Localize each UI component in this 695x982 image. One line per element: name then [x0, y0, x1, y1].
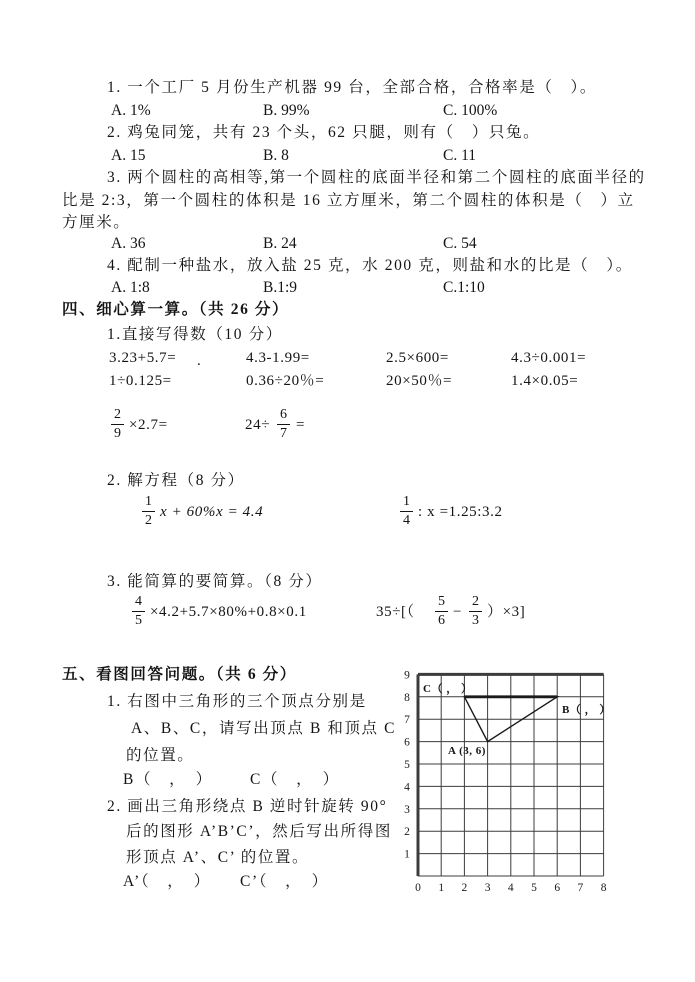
fraction-numerator: 2: [111, 407, 124, 425]
question-4-stem: 4. 配制一种盐水，放入盐 25 克，水 200 克，则盐和水的比是（ ）。: [107, 257, 633, 274]
svg-text:6: 6: [404, 736, 410, 749]
section-5-q1-answer-c: C（ ， ）: [250, 771, 340, 788]
question-1-choice-c: C. 100%: [443, 102, 498, 119]
svg-text:4: 4: [404, 781, 410, 794]
svg-text:7: 7: [577, 882, 584, 894]
svg-text:8: 8: [600, 882, 607, 894]
frac-expr1-rest: ×2.7=: [129, 417, 168, 433]
question-4-choice-b: B.1:9: [263, 279, 298, 296]
question-3-stem-line1: 3. 两个圆柱的高相等,第一个圆柱的底面半径和第二个圆柱的底面半径的: [107, 169, 646, 186]
question-3-choice-b: B. 24: [263, 235, 297, 252]
calc-row2-item2: 0.36÷20％=: [246, 373, 325, 389]
section-5-title: 五、看图回答问题。（共 6 分）: [62, 666, 297, 683]
section-5-q2-answer-a: A’（ ， ）: [123, 873, 211, 890]
fraction-2-9: [111, 407, 124, 442]
fraction-2-3: [469, 594, 482, 629]
expression-1-rest: ×4.2+5.7×80%+0.8×0.1: [150, 604, 307, 620]
svg-text:2: 2: [461, 882, 468, 894]
fraction-1-2: [142, 494, 155, 529]
question-2-choice-a: A. 15: [111, 147, 146, 164]
fraction-numerator: 2: [469, 594, 482, 612]
vertex-label-a: A (3, 6): [448, 745, 486, 757]
svg-text:8: 8: [404, 691, 410, 704]
question-3-choice-c: C. 54: [443, 235, 477, 252]
question-2-choice-b: B. 8: [263, 147, 289, 164]
expression-2-lead: 35÷[（: [376, 604, 415, 620]
question-3-choice-a: A. 36: [111, 235, 146, 252]
question-1-stem: 1. 一个工厂 5 月份生产机器 99 台，全部合格，合格率是（ ）。: [107, 79, 598, 96]
svg-text:9: 9: [404, 669, 410, 682]
frac-expr2-lead: 24÷: [245, 417, 271, 433]
vertex-label-b: B（ ， ）: [562, 704, 611, 716]
calc-row1-item2: 4.3-1.99=: [246, 350, 310, 366]
svg-text:4: 4: [507, 882, 514, 894]
svg-text:3: 3: [484, 882, 491, 894]
fraction-5-6: [435, 594, 448, 629]
fraction-denominator: 9: [114, 426, 121, 441]
section-5-q1-line2: A、B、C，请写出顶点 B 和顶点 C: [131, 720, 397, 737]
section-5-q1-answer-b: B（ ， ）: [123, 771, 213, 788]
question-2-choice-c: C. 11: [443, 147, 477, 164]
section-5-q2-line1: 2. 画出三角形绕点 B 逆时针旋转 90°: [107, 798, 388, 815]
section-4-part2-title: 2. 解方程（8 分）: [107, 472, 245, 489]
section-5-q1-line3: 的位置。: [126, 747, 195, 764]
calc-row1-item1: 3.23+5.7=: [109, 350, 177, 366]
section-4-part3-title: 3. 能简算的要简算。（8 分）: [107, 573, 323, 590]
expression-2-rest: ）×3]: [487, 604, 526, 620]
vertex-label-c: C（ ， ）: [423, 683, 473, 695]
question-3-stem-line2: 比是 2:3，第一个圆柱的体积是 16 立方厘米，第二个圆柱的体积是（ ）立: [62, 192, 635, 209]
fraction-numerator: 5: [435, 594, 448, 612]
question-4-choice-a: A. 1:8: [111, 279, 150, 296]
svg-text:3: 3: [404, 803, 410, 816]
calc-row1-item4: 4.3÷0.001=: [511, 350, 587, 366]
fraction-numerator: 1: [400, 494, 413, 512]
fraction-1-4: [400, 494, 413, 529]
svg-text:2: 2: [404, 826, 410, 839]
fraction-numerator: 1: [142, 494, 155, 512]
question-3-stem-line3: 方厘米。: [62, 214, 131, 231]
coordinate-grid-svg: [383, 663, 638, 901]
fraction-denominator: 2: [145, 513, 152, 528]
svg-text:6: 6: [554, 882, 561, 894]
svg-text:7: 7: [404, 714, 410, 727]
stray-dot: .: [197, 353, 202, 369]
section-5-q2-answer-c: C’（ ， ）: [240, 873, 329, 890]
coordinate-grid: [383, 663, 643, 903]
question-4-choice-c: C.1:10: [443, 279, 485, 296]
svg-text:1: 1: [438, 882, 445, 894]
calc-row2-item4: 1.4×0.05=: [511, 373, 579, 389]
section-4-title: 四、细心算一算。（共 26 分）: [62, 301, 290, 318]
svg-text:5: 5: [404, 759, 410, 771]
svg-text:5: 5: [531, 882, 537, 894]
fraction-denominator: 6: [438, 613, 445, 628]
section-5-q1-line1: 1. 右图中三角形的三个顶点分别是: [107, 693, 367, 710]
question-1-choice-a: A. 1%: [111, 102, 151, 119]
fraction-6-7: [277, 407, 290, 442]
section-4-part1-title: 1.直接写得数（10 分）: [107, 326, 283, 343]
section-5-q2-line3: 形顶点 A’、C’ 的位置。: [126, 849, 310, 866]
fraction-numerator: 6: [277, 407, 290, 425]
question-2-stem: 2. 鸡兔同笼，共有 23 个头，62 只腿，则有（ ）只兔。: [107, 124, 541, 141]
fraction-denominator: 5: [135, 613, 142, 628]
equation-2-rest: : x =1.25:3.2: [418, 504, 503, 520]
equation-1-rest: x + 60%x = 4.4: [160, 504, 264, 520]
fraction-denominator: 7: [280, 426, 287, 441]
svg-text:0: 0: [415, 882, 421, 894]
calc-row2-item3: 20×50％=: [386, 373, 453, 389]
fraction-numerator: 4: [132, 594, 145, 612]
section-5-q2-line2: 后的图形 A’B’C’，然后写出所得图: [126, 823, 392, 840]
calc-row1-item3: 2.5×600=: [386, 350, 449, 366]
fraction-denominator: 3: [472, 613, 479, 628]
question-1-choice-b: B. 99%: [263, 102, 310, 119]
fraction-denominator: 4: [403, 513, 410, 528]
svg-text:1: 1: [404, 848, 410, 861]
fraction-4-5: [132, 594, 145, 629]
expression-2-operator: −: [453, 604, 463, 620]
frac-expr2-rest: =: [296, 417, 306, 433]
calc-row2-item1: 1÷0.125=: [109, 373, 172, 389]
